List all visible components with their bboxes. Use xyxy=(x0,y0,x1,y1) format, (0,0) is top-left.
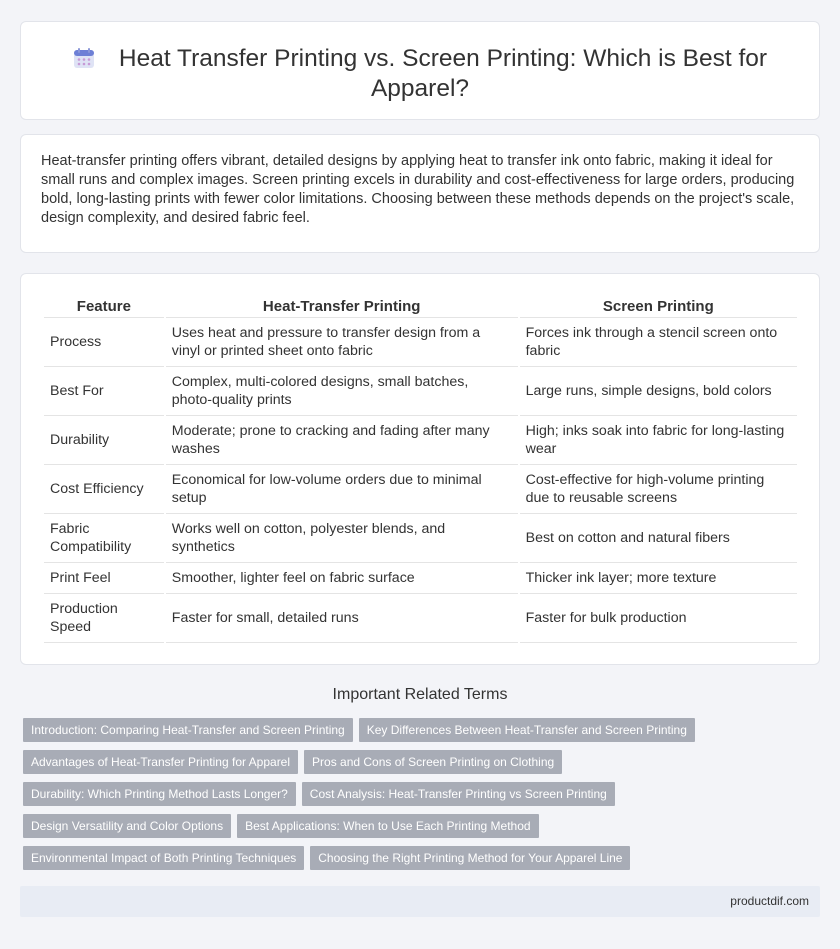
related-terms-title: Important Related Terms xyxy=(332,686,508,703)
feature-cell: Best For xyxy=(44,367,164,416)
header-card xyxy=(20,21,820,120)
feature-cell: Fabric Compatibility xyxy=(44,514,164,563)
tag-row xyxy=(23,782,813,806)
heat-transfer-cell: Moderate; prone to cracking and fading after many washes xyxy=(166,416,518,465)
heat-transfer-cell: Complex, multi-colored designs, small batches, photo-quality prints xyxy=(166,367,518,416)
page-title-text: Heat Transfer Printing vs. Screen Printing: Which is Best for Apparel? xyxy=(118,45,768,102)
intro-paragraph: Heat-transfer printing offers vibrant, detailed designs by applying heat to transfer ink onto fabric, making it ideal for small runs and complex images. Screen printing excels in durability and cost-effectiveness for large orders, producing bold, long-lasting prints with fewer color limitations. Choosing between these methods depends on the project's scale, design complexity, and desired fabric feel. xyxy=(41,153,795,226)
screen-printing-cell: Large runs, simple designs, bold colors xyxy=(520,367,797,416)
feature-cell: Cost Efficiency xyxy=(44,465,164,514)
tag-row xyxy=(23,718,813,742)
table-row xyxy=(44,514,797,563)
tag-row xyxy=(23,814,813,838)
heat-transfer-cell: Uses heat and pressure to transfer design from a vinyl or printed sheet onto fabric xyxy=(166,318,518,367)
related-term-tag[interactable]: Pros and Cons of Screen Printing on Clothing xyxy=(304,750,562,774)
table-header-row xyxy=(44,296,797,318)
footer-site-link[interactable]: productdif.com xyxy=(730,894,809,908)
screen-printing-cell: Faster for bulk production xyxy=(520,594,797,643)
feature-cell: Process xyxy=(44,318,164,367)
related-term-tag[interactable]: Choosing the Right Printing Method for Your Apparel Line xyxy=(310,846,630,870)
tag-row xyxy=(23,750,813,774)
feature-cell: Production Speed xyxy=(44,594,164,643)
column-header: Feature xyxy=(44,296,164,318)
title-wrap xyxy=(61,44,779,104)
table-row xyxy=(44,318,797,367)
related-term-tag[interactable]: Advantages of Heat-Transfer Printing for Apparel xyxy=(23,750,298,774)
table-row xyxy=(44,416,797,465)
heat-transfer-cell: Smoother, lighter feel on fabric surface xyxy=(166,563,518,594)
related-terms-list xyxy=(23,718,813,878)
feature-cell: Print Feel xyxy=(44,563,164,594)
table-row xyxy=(44,465,797,514)
screen-printing-cell: Best on cotton and natural fibers xyxy=(520,514,797,563)
related-term-tag[interactable]: Design Versatility and Color Options xyxy=(23,814,231,838)
screen-printing-cell: Thicker ink layer; more texture xyxy=(520,563,797,594)
footer xyxy=(20,886,820,917)
heat-transfer-cell: Works well on cotton, polyester blends, and synthetics xyxy=(166,514,518,563)
table-row xyxy=(44,563,797,594)
calendar-icon xyxy=(73,47,95,69)
column-header: Screen Printing xyxy=(520,296,797,318)
tag-row xyxy=(23,846,813,870)
page-title xyxy=(61,44,779,104)
related-term-tag[interactable]: Introduction: Comparing Heat-Transfer and Screen Printing xyxy=(23,718,353,742)
related-term-tag[interactable]: Environmental Impact of Both Printing Techniques xyxy=(23,846,304,870)
comparison-table-card xyxy=(20,273,820,665)
table-row xyxy=(44,367,797,416)
related-term-tag[interactable]: Cost Analysis: Heat-Transfer Printing vs Screen Printing xyxy=(302,782,615,806)
screen-printing-cell: Cost-effective for high-volume printing due to reusable screens xyxy=(520,465,797,514)
screen-printing-cell: High; inks soak into fabric for long-lasting wear xyxy=(520,416,797,465)
column-header: Heat-Transfer Printing xyxy=(166,296,518,318)
heat-transfer-cell: Economical for low-volume orders due to minimal setup xyxy=(166,465,518,514)
table-row xyxy=(44,594,797,643)
feature-cell: Durability xyxy=(44,416,164,465)
screen-printing-cell: Forces ink through a stencil screen onto fabric xyxy=(520,318,797,367)
comparison-table xyxy=(42,296,799,643)
related-term-tag[interactable]: Best Applications: When to Use Each Printing Method xyxy=(237,814,539,838)
heat-transfer-cell: Faster for small, detailed runs xyxy=(166,594,518,643)
intro-card xyxy=(20,134,820,253)
related-term-tag[interactable]: Key Differences Between Heat-Transfer and Screen Printing xyxy=(359,718,695,742)
related-term-tag[interactable]: Durability: Which Printing Method Lasts Longer? xyxy=(23,782,296,806)
